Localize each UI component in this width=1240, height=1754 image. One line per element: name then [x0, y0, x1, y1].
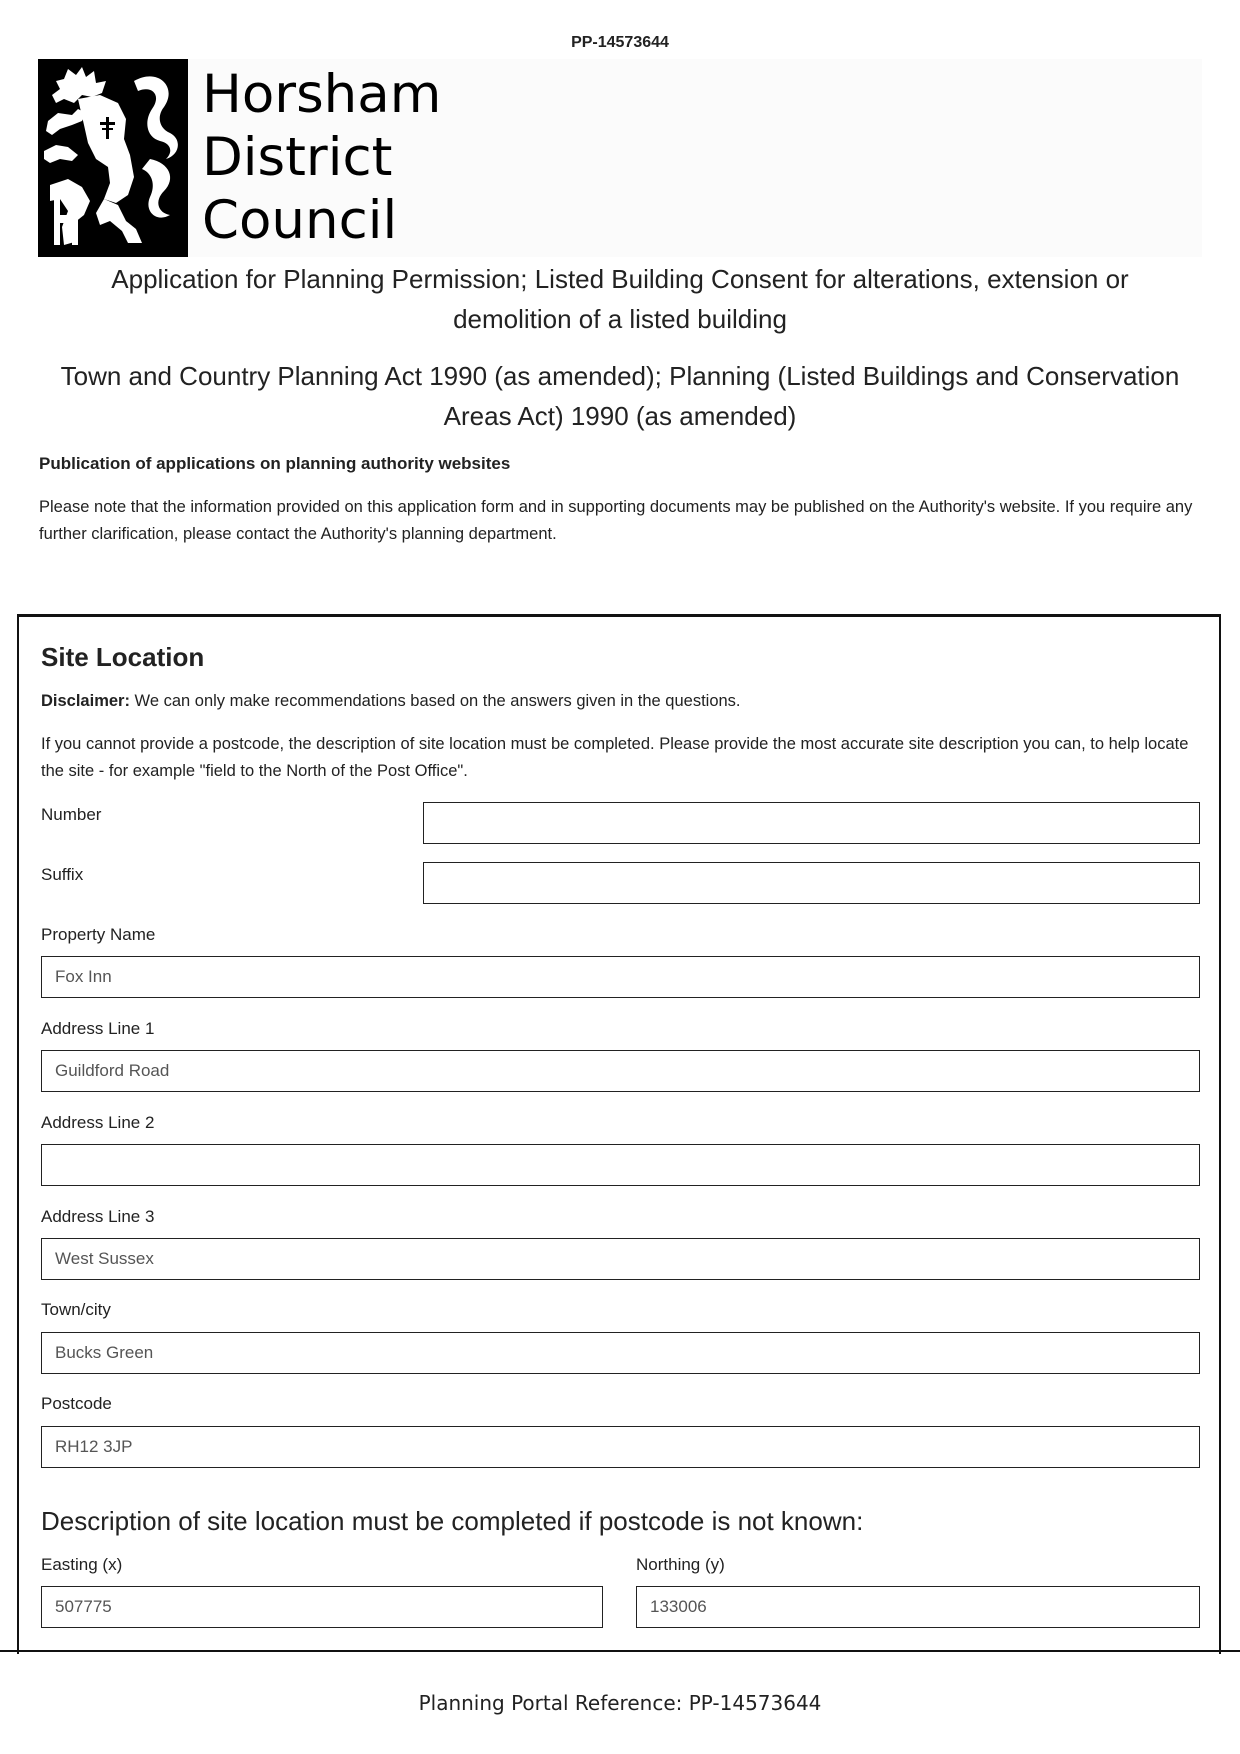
- publication-heading: Publication of applications on planning authority websites: [39, 454, 511, 473]
- suffix-field[interactable]: [423, 862, 1200, 904]
- address-line-1-field[interactable]: Guildford Road: [41, 1050, 1200, 1092]
- council-name: [202, 63, 441, 252]
- property-name-field[interactable]: Fox Inn: [41, 956, 1200, 998]
- site-location-instructions: If you cannot provide a postcode, the description of site location must be completed. Please provide the most accurate site description you can, to help locate the site - for example "field to the North of the Post Office".: [41, 735, 1189, 780]
- address-line-2-field[interactable]: [41, 1144, 1200, 1186]
- number-label: Number: [41, 805, 102, 824]
- northing-label: Northing (y): [636, 1555, 725, 1574]
- address-line-3-field[interactable]: West Sussex: [41, 1238, 1200, 1280]
- document-subtitle: Town and Country Planning Act 1990 (as amended); Planning (Listed Buildings and Conservation Areas Act) 1990 (as amended): [60, 361, 1180, 431]
- town-city-field[interactable]: Bucks Green: [41, 1332, 1200, 1374]
- footer-reference: Planning Portal Reference: PP-14573644: [418, 1691, 822, 1715]
- suffix-label: Suffix: [41, 865, 84, 884]
- document-title: Application for Planning Permission; Listed Building Consent for alterations, extension or demolition of a listed building: [111, 264, 1129, 334]
- description-heading: Description of site location must be completed if postcode is not known:: [41, 1506, 864, 1536]
- town-city-label: Town/city: [41, 1300, 111, 1319]
- disclaimer-text: We can only make recommendations based on the answers given in the questions.: [129, 692, 741, 710]
- postcode-field[interactable]: RH12 3JP: [41, 1426, 1200, 1468]
- council-name-line-3: Council: [202, 190, 398, 251]
- address-line-3-label: Address Line 3: [41, 1207, 155, 1226]
- reference-number: PP-14573644: [571, 34, 669, 51]
- publication-notice: Please note that the information provided on this application form and in supporting documents may be published on the Authority's website. If you require any further clarification, please contact the Authority's planning department.: [39, 498, 1193, 543]
- address-line-1-label: Address Line 1: [41, 1019, 155, 1038]
- northing-field[interactable]: 133006: [636, 1586, 1200, 1628]
- section-title-site-location: Site Location: [41, 642, 205, 672]
- property-name-label: Property Name: [41, 925, 156, 944]
- page-divider: [0, 1650, 1240, 1652]
- council-logo: [38, 59, 1202, 257]
- number-field[interactable]: [423, 802, 1200, 844]
- postcode-label: Postcode: [41, 1394, 112, 1413]
- address-line-2-label: Address Line 2: [41, 1113, 155, 1132]
- rampant-lion-crest-icon: [38, 59, 188, 257]
- council-name-line-2: District: [202, 127, 393, 188]
- easting-field[interactable]: 507775: [41, 1586, 603, 1628]
- easting-label: Easting (x): [41, 1555, 123, 1574]
- council-name-line-1: Horsham: [202, 64, 442, 125]
- disclaimer: [41, 688, 1201, 715]
- disclaimer-label: Disclaimer:: [41, 692, 130, 710]
